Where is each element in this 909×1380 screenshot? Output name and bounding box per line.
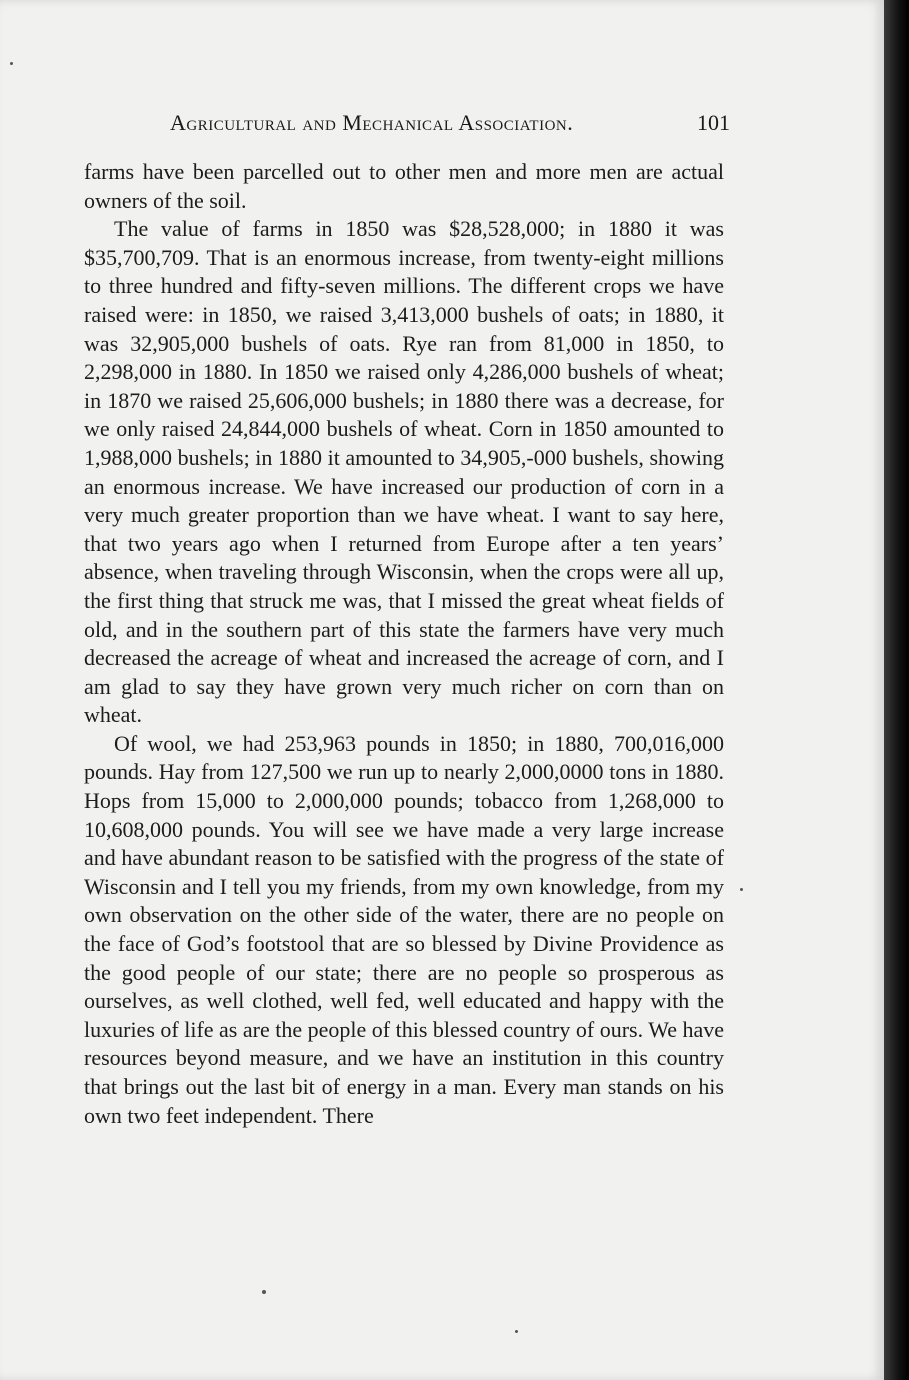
page-edge-shadow	[884, 0, 909, 1380]
paragraph-wool-hay-hops: Of wool, we had 253,963 pounds in 1850; in 1880, 700,016,000 pounds. Hay from 127,500 we run up to nearly 2,000,0000 tons in 1880. Hops from 15,000 to 2,000,000 pounds; tobacco from 1,268,000 to 10,608,000 pounds. You will see we have made a very large increase and have abundant reason to be satisfied with the progress of the state of Wisconsin and I tell you my friends, from my own knowledge, from my own observation on the other side of the water, there are no people on the face of God’s footstool that are so blessed by Divine Providence as the good people of our state; there are no people so prosperous as ourselves, as well clothed, well fed, well educated and happy with the luxuries of life as are the people of this blessed country of ours. We have resources beyond measure, and we have an institution in this country that brings out the last bit of energy in a man. Every man stands on his own two feet independent. There	[84, 730, 724, 1128]
body-text	[84, 158, 724, 1130]
page-number: 101	[697, 110, 730, 135]
paragraph-continuation: farms have been parcelled out to other men and more men are actual owners of the soil.	[84, 159, 724, 213]
paragraph-farm-values: The value of farms in 1850 was $28,528,000; in 1880 it was $35,700,709. That is an enormous increase, from twenty-eight millions to three hundred and fifty-seven millions. The different crops we have raised were: in 1850, we raised 3,413,000 bushels of oats; in 1880, it was 32,905,000 bushels of oats. Rye ran from 81,000 in 1850, to 2,298,000 in 1880. In 1850 we raised only 4,286,000 bushels of wheat; in 1870 we raised 25,606,000 bushels; in 1880 there was a decrease, for we only raised 24,844,000 bushels of wheat. Corn in 1850 amounted to 1,988,000 bushels; in 1880 it amounted to 34,905,-000 bushels, showing an enormous increase. We have increased our production of corn in a very much greater proportion than we have wheat. I want to say here, that two years ago when I returned from Europe after a ten years’ absence, when traveling through Wisconsin, when the crops were all up, the first thing that struck me was, that I missed the great wheat fields of old, and in the southern part of this state the farmers have very much decreased the acreage of wheat and increased the acreage of corn, and I am glad to say they have grown very much richer on corn than on wheat.	[84, 216, 724, 728]
page-header	[170, 110, 730, 146]
running-head: Agricultural and Mechanical Association.	[170, 110, 574, 135]
